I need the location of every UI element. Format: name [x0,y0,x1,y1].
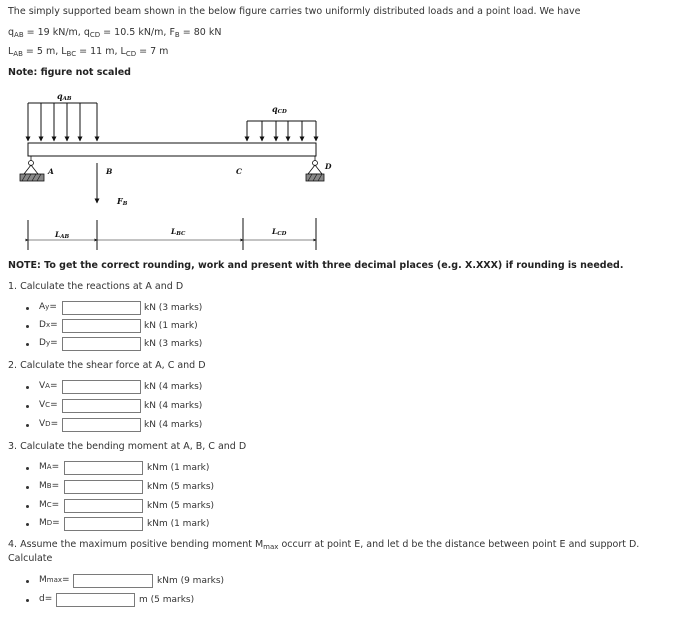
bullet [26,343,29,346]
d-input[interactable] [56,593,135,607]
q1-dx-label: D x = [39,320,58,330]
q3-mc-unit: kNm (5 marks) [147,501,215,511]
mc-input[interactable] [64,499,143,513]
label-l-cd: LCD [272,227,287,237]
q3-md-unit: kNm (1 mark) [147,519,210,529]
label-f-b: FB [117,196,128,207]
q1-dx-unit: kN (1 mark) [144,321,198,331]
q1-dy-label: D y = [39,338,58,348]
label-l-bc: LBC [171,227,186,237]
label-b: B [106,167,113,176]
bullet [26,405,29,408]
given-loads: $q_{AB} = 19$ kN/m, $q_{CD} = 10.5$ kN/m, $F_B = 80$ kN [8,27,222,39]
q3-mc-label: M C = [39,500,60,510]
q3-mb-label: M B = [39,481,60,491]
va-input[interactable] [62,380,141,394]
bullet [26,486,29,489]
q2-vd-label: V D = [39,419,59,429]
given-lengths: $L_{AB} = 5$ m, $L_{BC} = 11$ m, $L_{CD} = 7$ m [8,46,169,58]
bullet [26,505,29,508]
mb-input[interactable] [64,480,143,494]
q1-title: 1. Calculate the reactions at A and D [8,281,184,292]
udl-ab [28,103,97,141]
q2-vc-unit: kN (4 marks) [144,401,203,411]
q3-ma-unit: kNm (1 mark) [147,463,210,473]
bullet [26,424,29,427]
note-rounding: NOTE: To get the correct rounding, work and present with three decimal places (e.g. X.XXX) if rounding is needed. [8,260,624,271]
bullet [26,467,29,470]
vc-input[interactable] [62,399,141,413]
vd-input[interactable] [62,418,141,432]
q1-ay-label: A y = [39,302,57,312]
intro-text: The simply supported beam shown in the below figure carries two uniformly distributed loads and a point load. We have [8,6,581,17]
udl-cd [247,121,316,141]
q3-mb-unit: kNm (5 marks) [147,482,215,492]
q2-va-unit: kN (4 marks) [144,382,203,392]
dy-input[interactable] [62,337,141,351]
q4-calculate: Calculate [8,553,53,564]
q2-title: 2. Calculate the shear force at A, C and D [8,360,206,371]
label-q-cd: qCD [272,104,287,115]
q1-dy-unit: kN (3 marks) [144,339,203,349]
q2-va-label: V A = [39,381,58,391]
label-c: C [236,167,242,176]
support-d-pin [306,156,324,181]
beam [28,143,316,156]
q4-d-unit: m (5 marks) [139,595,195,605]
q4-d-label: d = [39,594,53,604]
bullet [26,580,29,583]
md-input[interactable] [64,517,143,531]
q4-mmax-unit: kNm (9 marks) [157,576,225,586]
bullet [26,325,29,328]
label-a: A [48,167,54,176]
ay-input[interactable] [62,301,141,315]
note-figure-not-scaled: Note: figure not scaled [8,67,131,78]
q1-ay-unit: kN (3 marks) [144,303,203,313]
label-d: D [325,162,332,171]
q2-vc-label: V C = [39,400,58,410]
dx-input[interactable] [62,319,141,333]
q3-title: 3. Calculate the bending moment at A, B, C and D [8,441,247,452]
q3-ma-label: M A = [39,462,60,472]
label-q-ab: qAB [57,91,72,102]
q2-vd-unit: kN (4 marks) [144,420,203,430]
q3-md-label: M D = [39,518,60,528]
beam-figure [0,84,340,254]
bullet [26,523,29,526]
support-a-pin [20,156,44,181]
label-l-ab: LAB [55,230,70,240]
bullet [26,307,29,310]
q4-title: 4. Assume the maximum positive bending moment $M_{max}$ occurr at point E, and let d be the distance between point E and support D. [8,539,640,551]
bullet [26,599,29,602]
bullet [26,386,29,389]
q4-mmax-label: M max = [39,575,70,585]
mmax-input[interactable] [73,574,153,588]
ma-input[interactable] [64,461,143,475]
